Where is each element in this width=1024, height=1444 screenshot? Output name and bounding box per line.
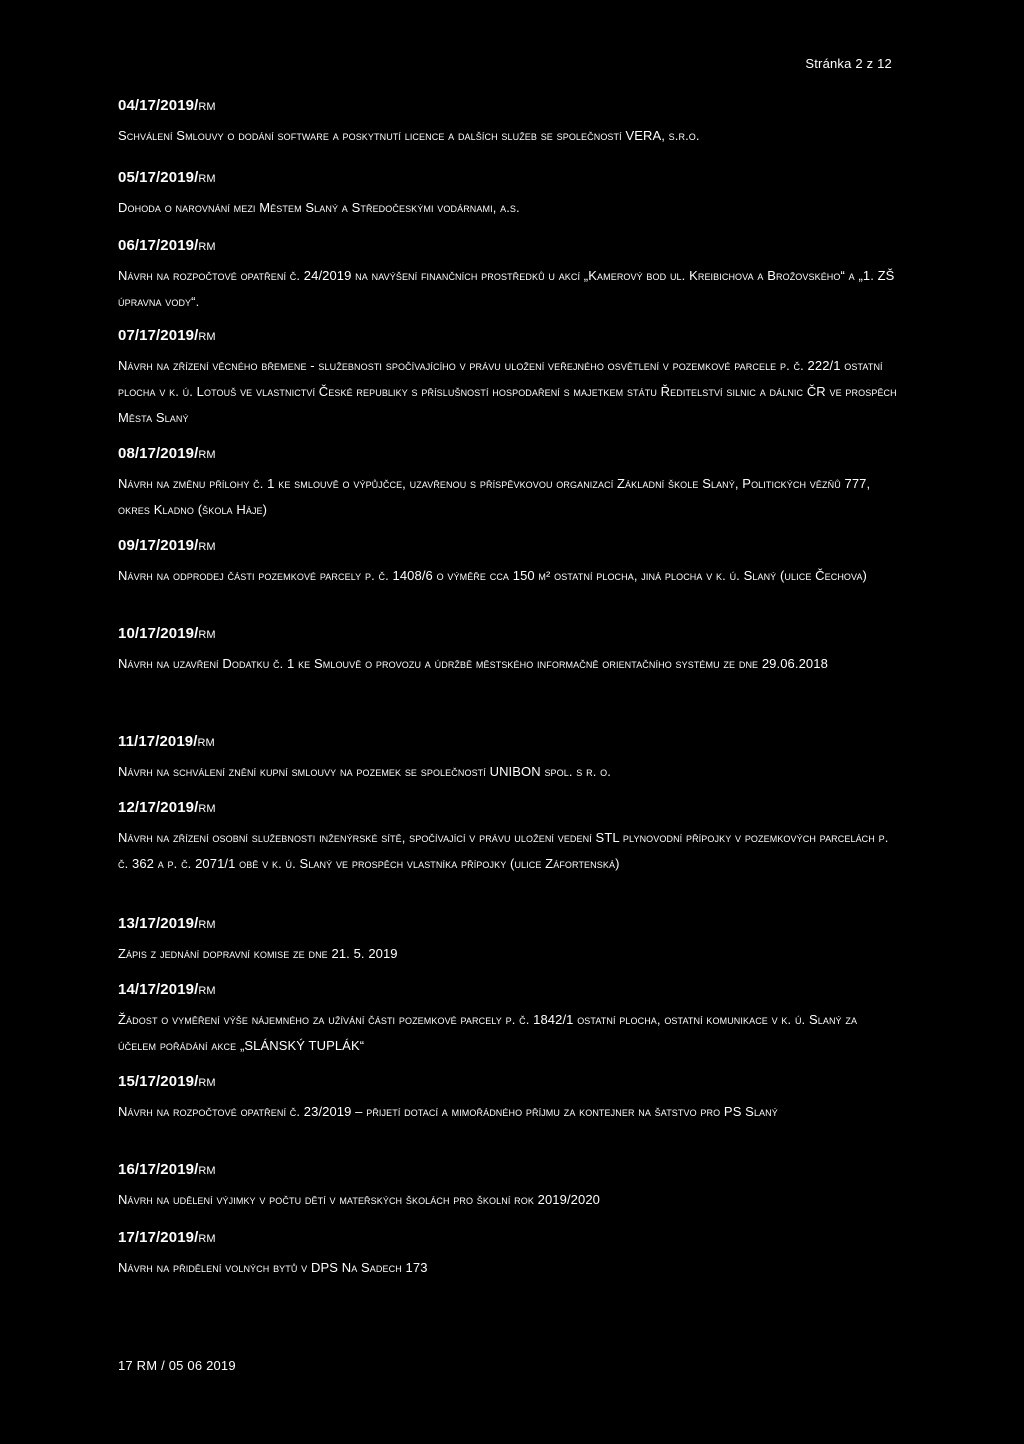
item-suffix: rm	[198, 915, 216, 932]
item-suffix: rm	[198, 445, 216, 462]
item-suffix: rm	[198, 327, 216, 344]
agenda-item-08	[118, 444, 898, 523]
item-code	[118, 914, 898, 934]
agenda-item-07	[118, 326, 898, 431]
item-suffix: rm	[198, 1073, 216, 1090]
item-code	[118, 798, 898, 818]
item-code	[118, 236, 898, 256]
item-code	[118, 1228, 898, 1248]
item-description: Dohoda o narovnání mezi Městem Slaný a Středočeskými vodárnami, a.s.	[118, 200, 520, 215]
item-description: Návrh na rozpočtové opatření č. 23/2019 – přijetí dotací a mimořádného příjmu za kontejner na šatstvo pro PS Slaný	[118, 1104, 778, 1119]
item-description: Návrh na změnu přílohy č. 1 ke smlouvě o výpůjčce, uzavřenou s příspěvkovou organizací Základní škole Slaný, Politických vězňů 777, okres Kladno (škola Háje)	[118, 476, 871, 517]
item-description: Návrh na rozpočtové opatření č. 24/2019 na navýšení finančních prostředků u akcí „Kamerový bod ul. Kreibichova a Brožovského“ a „1. ZŠ úpravna vody“.	[118, 268, 895, 309]
item-number: 15/17/2019/	[118, 1073, 199, 1090]
item-description: Návrh na uzavření Dodatku č. 1 ke Smlouvě o provozu a údržbě městského informačně orientačního systému ze dne 29.06.2018	[118, 656, 828, 671]
item-number: 17/17/2019/	[118, 1229, 199, 1246]
agenda-item-10	[118, 624, 898, 677]
agenda-item-17	[118, 1228, 898, 1281]
item-code	[118, 168, 898, 188]
item-suffix: rm	[198, 97, 216, 114]
agenda-item-16	[118, 1160, 898, 1213]
item-number: 06/17/2019/	[118, 237, 199, 254]
agenda-item-04	[118, 96, 898, 149]
item-code	[118, 624, 898, 644]
item-suffix: rm	[197, 733, 215, 750]
agenda-item-15	[118, 1072, 898, 1125]
item-description: Návrh na udělení výjimky v počtu dětí v mateřských školách pro školní rok 2019/2020	[118, 1192, 600, 1207]
item-code	[118, 96, 898, 116]
item-description: Návrh na zřízení věcného břemene - služebnosti spočívajícího v právu uložení veřejného osvětlení v pozemkové parcele p. č. 222/1 ostatní plocha v k. ú. Lotouš ve vlastnictví České republiky s příslušností hospodaření s majetkem státu Ředitelství silnic a dálnic ČR ve prospěch Města Slaný	[118, 358, 897, 425]
item-code	[118, 980, 898, 1000]
item-suffix: rm	[198, 1161, 216, 1178]
item-suffix: rm	[198, 799, 216, 816]
item-suffix: rm	[198, 237, 216, 254]
agenda-item-12	[118, 798, 898, 877]
agenda-item-14	[118, 980, 898, 1059]
item-number: 05/17/2019/	[118, 169, 199, 186]
item-description: Návrh na přidělení volných bytů v DPS Na Sadech 173	[118, 1260, 428, 1275]
item-description: Návrh na odprodej části pozemkové parcely p. č. 1408/6 o výměře cca 150 m² ostatní plocha, jiná plocha v k. ú. Slaný (ulice Čechova)	[118, 568, 867, 583]
item-suffix: rm	[198, 537, 216, 554]
item-description: Schválení Smlouvy o dodání software a poskytnutí licence a dalších služeb se společností VERA, s.r.o.	[118, 128, 700, 143]
agenda-item-13	[118, 914, 898, 967]
item-number: 08/17/2019/	[118, 445, 199, 462]
item-number: 16/17/2019/	[118, 1161, 199, 1178]
item-description: Návrh na zřízení osobní služebnosti inženýrské sítě, spočívající v právu uložení vedení STL plynovodní přípojky v pozemkových parcelách p. č. 362 a p. č. 2071/1 obě v k. ú. Slaný ve prospěch vlastníka přípojky (ulice Záfortenská)	[118, 830, 889, 871]
item-suffix: rm	[198, 981, 216, 998]
agenda-item-11	[118, 732, 898, 785]
item-code	[118, 1072, 898, 1092]
page-number: Stránka 2 z 12	[805, 56, 892, 71]
item-number: 14/17/2019/	[118, 981, 199, 998]
footer-meeting-reference: 17 RM / 05 06 2019	[118, 1358, 236, 1373]
item-suffix: rm	[198, 169, 216, 186]
agenda-item-09	[118, 536, 898, 589]
item-number: 09/17/2019/	[118, 537, 199, 554]
item-description: Žádost o vyměření výše nájemného za užívání části pozemkové parcely p. č. 1842/1 ostatní plocha, ostatní komunikace v k. ú. Slaný za účelem pořádání akce „SLÁNSKÝ TUPLÁK“	[118, 1012, 858, 1053]
item-number: 07/17/2019/	[118, 327, 199, 344]
item-suffix: rm	[198, 625, 216, 642]
item-number: 11/17/2019/	[118, 733, 198, 750]
item-code	[118, 732, 898, 752]
item-description: Návrh na schválení znění kupní smlouvy na pozemek se společností UNIBON spol. s r. o.	[118, 764, 611, 779]
agenda-item-05	[118, 168, 898, 221]
item-number: 04/17/2019/	[118, 97, 199, 114]
item-number: 10/17/2019/	[118, 625, 199, 642]
item-code	[118, 444, 898, 464]
item-code	[118, 536, 898, 556]
item-description: Zápis z jednání dopravní komise ze dne 21. 5. 2019	[118, 946, 398, 961]
agenda-item-06	[118, 236, 898, 315]
item-suffix: rm	[198, 1229, 216, 1246]
item-code	[118, 1160, 898, 1180]
item-number: 12/17/2019/	[118, 799, 199, 816]
item-number: 13/17/2019/	[118, 915, 199, 932]
item-code	[118, 326, 898, 346]
